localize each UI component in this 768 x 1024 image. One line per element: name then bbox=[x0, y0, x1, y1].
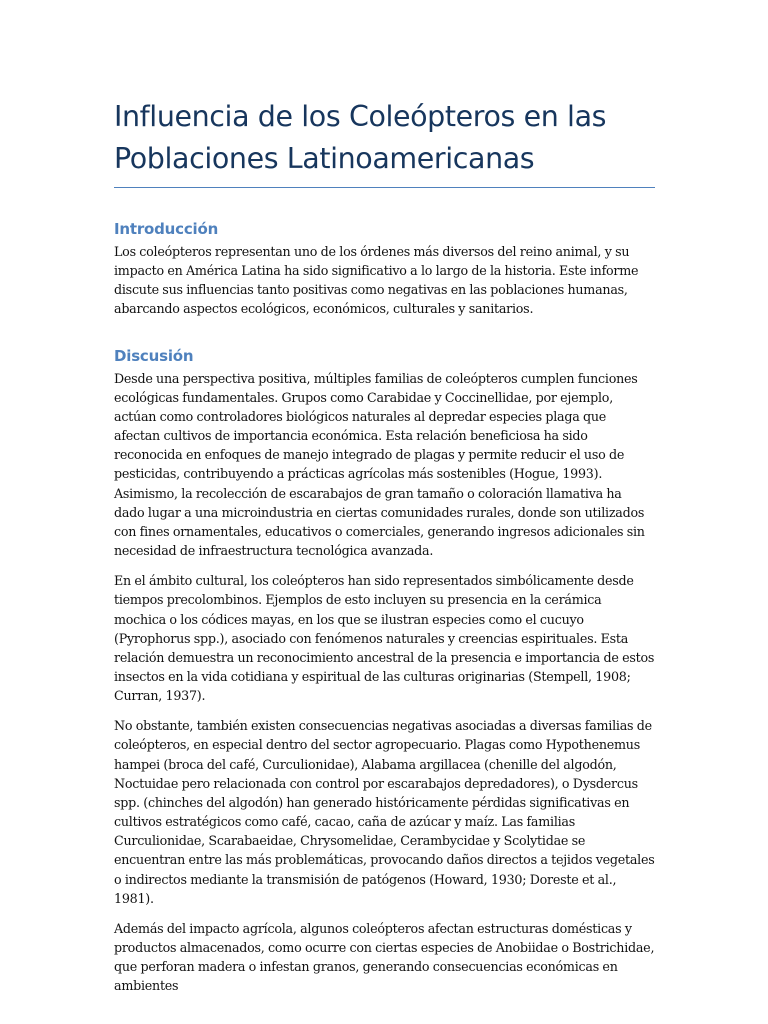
discussion-paragraph-1: Desde una perspectiva positiva, múltiples familias de coleópteros cumplen funciones ecológicas fundamentales. Grupos como Carabidae y Coccinellidae, por ejemplo, actúan como controladores biológicos naturales al depredar especies plaga que afectan cultivos de importancia económica. Esta relación beneficiosa ha sido reconocida en enfoques de manejo integrado de plagas y permite reducir el uso de pesticidas, contribuyendo a prácticas agrícolas más sostenibles (Hogue, 1993). Asimismo, la recolección de escarabajos de gran tamaño o coloración llamativa ha dado lugar a una microindustria en ciertas comunidades rurales, donde son utilizados con fines ornamentales, educativos o comerciales, generando ingresos adicionales sin necesidad de infraestructura tecnológica avanzada. bbox=[114, 370, 645, 559]
document-page bbox=[114, 96, 655, 995]
introduction-paragraph: Los coleópteros representan uno de los órdenes más diversos del reino animal, y su impacto en América Latina ha sido significativo a lo largo de la historia. Este informe discute sus influencias tanto positivas como negativas en las poblaciones humanas, abarcando aspectos ecológicos, económicos, culturales y sanitarios. bbox=[114, 244, 639, 317]
discussion-paragraph-3: No obstante, también existen consecuencias negativas asociadas a diversas familias de coleópteros, en especial dentro del sector agropecuario. Plagas como Hypothenemus hampei (broca del café, Curculionidae), Alabama argillacea (chenille del algodón, Noctuidae pero relacionada con control por escarabajos depredadores), o Dysdercus spp. (chinches del algodón) han generado históricamente pérdidas significativas en cultivos estratégicos como café, cacao, caña de azúcar y maíz. Las familias Curculionidae, Scarabaeidae, Chrysomelidae, Cerambycidae y Scolytidae se encuentran entre las más problemáticas, provocando daños directos a tejidos vegetales o indirectos mediante la transmisión de patógenos (Howard, 1930; Doreste et al., 1981). bbox=[114, 718, 655, 906]
discussion-paragraph-4: Además del impacto agrícola, algunos coleópteros afectan estructuras domésticas y productos almacenados, como ocurre con ciertas especies de Anobiidae o Bostrichidae, que perforan madera o infestan granos, generando consecuencias económicas en ambientes bbox=[114, 920, 655, 994]
section-heading-introduction: Introducción bbox=[114, 220, 219, 238]
document-title: Influencia de los Coleópteros en las Poblaciones Latinoamericanas bbox=[114, 96, 655, 188]
section-heading-discussion: Discusión bbox=[114, 346, 194, 365]
discussion-paragraph-2: En el ámbito cultural, los coleópteros han sido representados simbólicamente desde tiempos precolombinos. Ejemplos de esto incluyen su presencia en la cerámica mochica o los códices mayas, en los que se ilustran especies como el cucuyo (Pyrophorus spp.), asociado con fenómenos naturales y creencias espirituales. Esta relación demuestra un reconocimiento ancestral de la presencia e importancia de estos insectos en la vida cotidiana y espiritual de las culturas originarias (Stempell, 1908; Curran, 1937). bbox=[114, 573, 655, 704]
